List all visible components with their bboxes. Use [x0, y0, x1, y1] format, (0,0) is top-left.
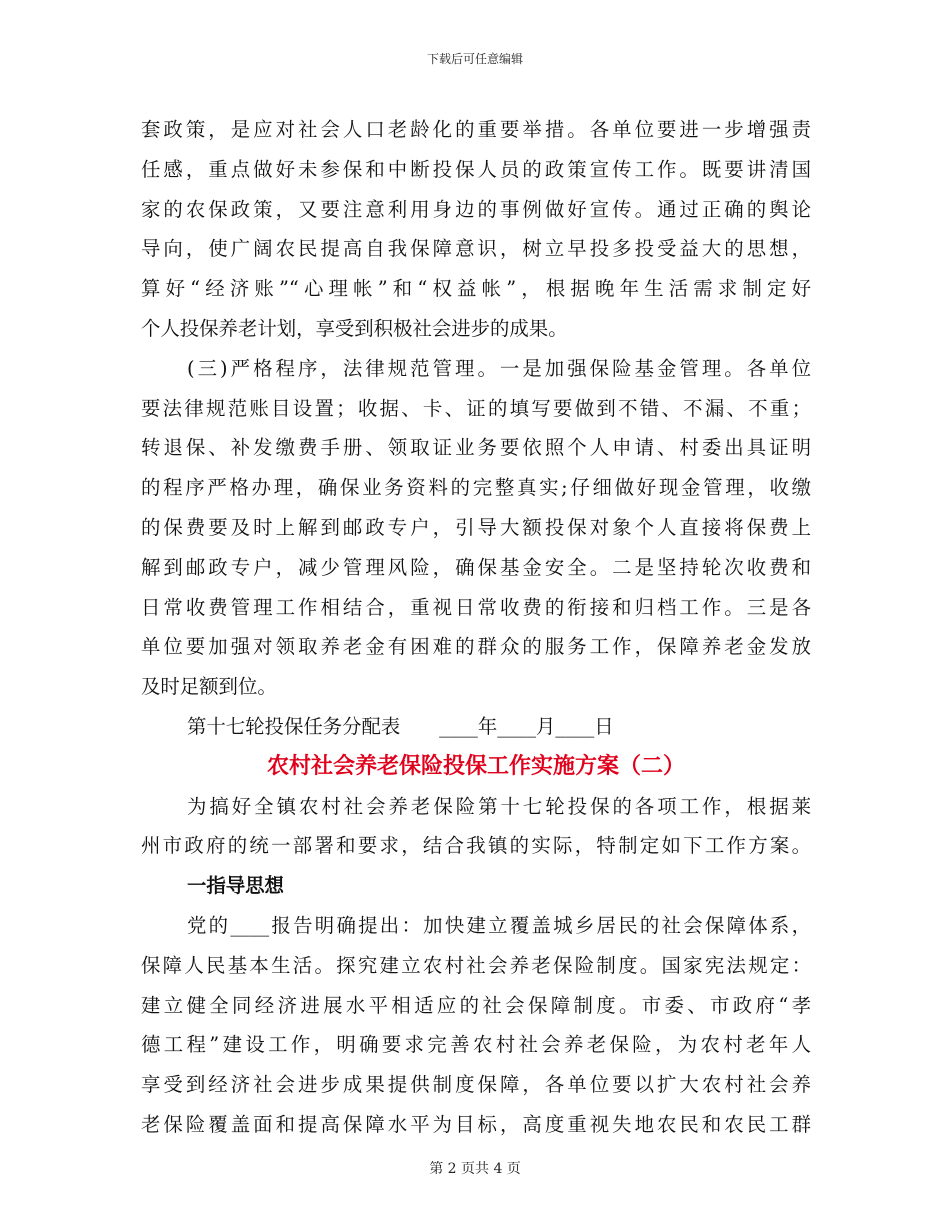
paragraph-4 — [141, 906, 811, 1145]
text-line: 单位要加强对领取养老金有困难的群众的服务工作，保障养老金发放 — [141, 635, 811, 659]
text-line: 套政策，是应对社会人口老龄化的重要举措。各单位要进一步增强责 — [141, 118, 811, 141]
text-line: 德工程”建设工作，明确要求完善农村社会养老保险，为农村老年人 — [141, 1033, 811, 1057]
text-line: 老保险覆盖面和提高保障水平为目标，高度重视失地农民和农民工群 — [141, 1112, 811, 1136]
text-line: 算好“经济账”“心理帐”和“权益帐”，根据晚年生活需求制定好 — [141, 277, 811, 301]
text-line: 转退保、补发缴费手册、领取证业务要依照个人申请、村委出具证明 — [141, 436, 811, 460]
section-heading: 一指导思想 — [187, 874, 284, 898]
text-line: 解到邮政专户，减少管理风险，确保基金安全。二是坚持轮次收费和 — [141, 555, 811, 579]
text-line: 要法律规范账目设置；收据、卡、证的填写要做到不错、不漏、不重； — [141, 396, 811, 420]
text-line: 个人投保养老计划，享受到积极社会进步的成果。 — [141, 316, 568, 340]
text-line: 及时足额到位。 — [141, 675, 277, 699]
text-line: 党的____报告明确提出：加快建立覆盖城乡居民的社会保障体系， — [187, 913, 811, 937]
text-line: 建立健全同经济进展水平相适应的社会保障制度。市委、市政府“孝 — [141, 993, 811, 1017]
paragraph-3 — [141, 787, 811, 867]
text-line: 的程序严格办理，确保业务资料的完整真实;仔细做好现金管理，收缴 — [141, 476, 811, 500]
text-line: 导向，使广阔农民提高自我保障意识，树立早投多投受益大的思想， — [141, 237, 811, 261]
page-footer: 第 2 页共 4 页 — [429, 1161, 521, 1177]
text-line: 的保费要及时上解到邮政专户，引导大额投保对象个人直接将保费上 — [141, 515, 811, 539]
table-caption-line: 第十七轮投保任务分配表 ____年____月____日 — [187, 714, 614, 738]
text-line: 家的农保政策，又要注意利用身边的事例做好宣传。通过正确的舆论 — [141, 197, 811, 221]
document-body — [141, 110, 811, 1145]
paragraph-1 — [141, 110, 811, 349]
text-line: 为搞好全镇农村社会养老保险第十七轮投保的各项工作，根据莱 — [187, 794, 811, 818]
section-title: 农村社会养老保险投保工作实施方案（二） — [266, 753, 685, 779]
paragraph-2 — [141, 349, 811, 707]
text-line: 享受到经济社会进步成果提供制度保障，各单位要以扩大农村社会养 — [141, 1073, 811, 1097]
text-line: 日常收费管理工作相结合，重视日常收费的衔接和归档工作。三是各 — [141, 595, 811, 619]
text-line: 州市政府的统一部署和要求，结合我镇的实际，特制定如下工作方案。 — [141, 834, 811, 858]
page-header: 下载后可任意编辑 — [426, 52, 523, 66]
text-line: 任感，重点做好未参保和中断投保人员的政策宣传工作。既要讲清国 — [141, 157, 811, 181]
text-line: (三)严格程序，法律规范管理。一是加强保险基金管理。各单位 — [187, 356, 811, 380]
text-line: 保障人民基本生活。探究建立农村社会养老保险制度。国家宪法规定： — [141, 953, 811, 977]
